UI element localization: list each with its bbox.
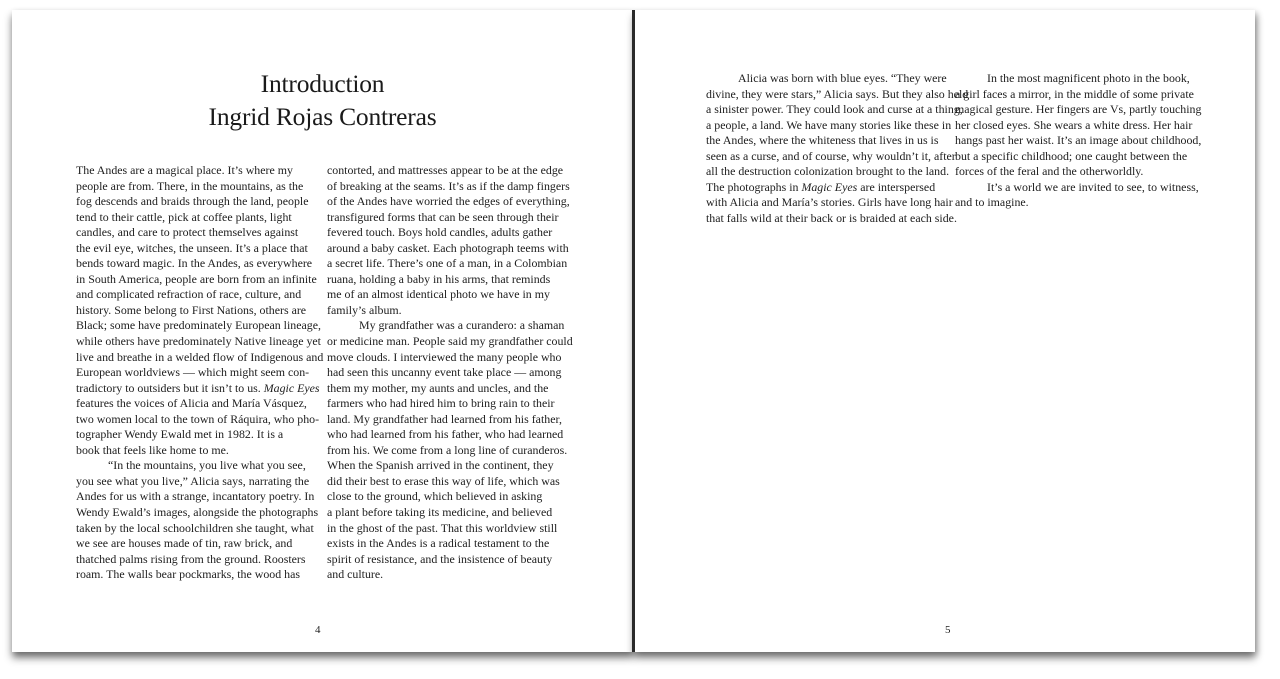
text-line-content: a plant before taking its medicine, and believed <box>327 505 553 520</box>
text-line-content: seen as a curse, and of course, why wouldn’t it, after <box>706 148 956 163</box>
italic-title: Magic Eyes <box>801 179 858 194</box>
text-line <box>327 225 567 241</box>
text-line <box>327 303 567 319</box>
text-line-content: who had learned from his father, who had learned <box>327 427 564 442</box>
text-line-content: roam. The walls bear pockmarks, the wood has <box>76 567 300 582</box>
text-line-content: a girl faces a mirror, in the middle of some private <box>955 86 1194 101</box>
text-line <box>706 195 953 211</box>
text-line <box>76 365 308 381</box>
text-line-content: all the destruction colonization brought to the land. <box>706 164 950 179</box>
text-line-content: did their best to erase this way of life, which was <box>327 473 560 488</box>
text-line-content: around a baby casket. Each photograph teems with <box>327 240 569 255</box>
text-line <box>327 396 567 412</box>
text-line-content: close to the ground, which believed in asking <box>327 489 543 504</box>
text-line <box>76 489 315 505</box>
text-line-content: while others have predominately Native lineage yet <box>76 334 321 349</box>
text-line <box>76 271 317 288</box>
text-line <box>955 195 1195 211</box>
text-line <box>76 396 308 412</box>
text-line <box>327 241 567 257</box>
text-line <box>327 381 567 397</box>
text-line-content: In the most magnificent photo in the book, <box>987 71 1190 85</box>
text-line <box>327 287 567 303</box>
text-line <box>327 210 567 226</box>
text-line <box>327 350 567 366</box>
page-number-left: 4 <box>315 624 321 636</box>
text-line <box>327 272 567 288</box>
text-line <box>76 443 308 459</box>
text-line-content: the Andes, where the whiteness that lives in us is <box>706 133 939 148</box>
text-line-content: and to imagine. <box>955 195 1029 210</box>
text-line <box>706 86 969 103</box>
text-line-content: spirit of resistance, and the insistence of beauty <box>327 551 553 566</box>
text-line <box>955 133 1202 149</box>
text-line-content: Andes for us with a strange, incantatory poetry. In <box>76 489 315 504</box>
text-line-content: tend to their cattle, pick at coffee plants, light <box>76 209 292 224</box>
text-line-content: that falls wild at their back or is braided at each side. <box>706 210 957 225</box>
text-line-content: you see what you live,” Alicia says, narrating the <box>76 473 310 488</box>
text-line <box>706 164 950 180</box>
text-line-content: or medicine man. People said my grandfather could <box>327 334 573 349</box>
text-line-content: “In the mountains, you live what you see, <box>108 458 306 473</box>
text-line-content: them my mother, my aunts and uncles, and the <box>327 380 549 395</box>
text-line <box>327 365 567 381</box>
chapter-title: Introduction <box>260 69 385 98</box>
text-line-content: European worldviews — which might seem con- <box>76 365 310 380</box>
text-line-content: fog descends and braids through the land, people <box>76 194 309 209</box>
left-page-column-2 <box>327 163 573 583</box>
text-line-content: forces of the feral and the otherworldly. <box>955 164 1144 179</box>
text-line <box>327 489 567 505</box>
text-line-content: her closed eyes. She wears a white dress. Her hair <box>955 117 1193 132</box>
text-line <box>76 474 308 490</box>
text-line <box>706 210 957 227</box>
text-line-content: thatched palms rising from the ground. Roosters <box>76 551 306 566</box>
text-line-content: hangs past her waist. It’s an image about childhood, <box>955 133 1202 148</box>
book-gutter <box>632 10 635 652</box>
text-line <box>327 443 567 459</box>
text-line-content: live and breathe in a welded flow of Indigenous and <box>76 349 324 364</box>
text-line-content: contorted, and mattresses appear to be at the edge <box>327 163 564 177</box>
text-line <box>327 178 570 195</box>
text-line-content: history. Some belong to First Nations, others are <box>76 302 307 317</box>
text-line-content: and complicated refraction of race, culture, and <box>76 287 302 302</box>
text-line <box>706 133 946 149</box>
text-line <box>706 180 946 196</box>
text-line <box>327 163 567 179</box>
text-line <box>76 349 324 366</box>
text-line-content: Alicia was born with blue eyes. “They were <box>738 71 947 85</box>
text-line-content: people are from. There, in the mountains, as the <box>76 178 304 193</box>
text-line <box>327 474 567 490</box>
text-line-content: and culture. <box>327 567 384 582</box>
text-line-content: but a specific childhood; one caught between the <box>955 148 1188 163</box>
text-line-content: exists in the Andes is a radical testament to the <box>327 536 550 551</box>
text-line-content: transfigured forms that can be seen through their <box>327 209 559 224</box>
text-line-content: move clouds. I interviewed the many people who <box>327 349 562 364</box>
text-line-content: fevered touch. Boys hold candles, adults gather <box>327 225 553 240</box>
text-line-content: of breaking at the seams. It’s as if the damp fingers <box>327 178 570 193</box>
text-line-content: divine, they were stars,” Alicia says. But they also held <box>706 86 969 101</box>
text-line <box>327 256 567 272</box>
text-line <box>327 567 567 583</box>
text-line <box>76 380 320 397</box>
text-line <box>327 427 567 443</box>
text-line <box>76 567 308 583</box>
text-line-tail: are interspersed <box>857 179 936 194</box>
text-line <box>76 210 308 226</box>
text-line-content: Black; some have predominately European lineage, <box>76 318 321 333</box>
text-line-content: farmers who had hired him to bring rain to their <box>327 396 555 411</box>
text-line-content: My grandfather was a curandero: a shaman <box>359 318 565 333</box>
text-line <box>327 505 567 521</box>
text-line <box>76 225 308 241</box>
text-line <box>76 458 308 474</box>
chapter-heading <box>12 67 633 133</box>
text-line <box>327 536 567 552</box>
right-page-column-1 <box>706 71 969 226</box>
text-line <box>327 318 567 334</box>
page-number-right: 5 <box>945 624 951 636</box>
text-line-content: in South America, people are born from an infinite <box>76 271 317 286</box>
text-line-content: tradictory to outsiders but it isn’t to us. <box>76 380 261 395</box>
text-line-content: candles, and care to protect themselves against <box>76 225 299 240</box>
text-line-content: ruana, holding a baby in his arms, that reminds <box>327 271 551 286</box>
text-line-content: of the Andes have worried the edges of everything, <box>327 194 570 209</box>
text-line <box>76 163 308 179</box>
text-line <box>706 71 946 87</box>
text-line <box>327 334 573 350</box>
text-line-content: The Andes are a magical place. It’s where my <box>76 163 293 177</box>
text-line <box>76 505 319 521</box>
text-line-content: When the Spanish arrived in the continent, they <box>327 458 554 473</box>
text-line <box>76 179 308 195</box>
text-line-content: had seen this uncanny event take place — among <box>327 365 562 380</box>
text-line <box>76 194 308 210</box>
text-line-content: in the ghost of the past. That this worldview still <box>327 520 558 535</box>
right-page-column-2 <box>955 71 1202 211</box>
text-line <box>76 536 308 552</box>
text-line <box>955 179 1199 196</box>
text-line <box>76 241 308 257</box>
text-line-content: a people, a land. We have many stories like these in <box>706 117 952 132</box>
text-line-content: two women local to the town of Ráquira, who pho- <box>76 411 320 426</box>
text-line-content: The photographs in <box>706 179 799 194</box>
text-line-content: taken by the local schoolchildren she taught, what <box>76 520 314 535</box>
text-line-content: bends toward magic. In the Andes, as everywhere <box>76 256 313 271</box>
text-line-content: Wendy Ewald’s images, alongside the photographs <box>76 505 319 520</box>
text-line-content: from his. We come from a long line of curanderos. <box>327 442 568 457</box>
text-line <box>706 102 963 118</box>
text-line <box>76 552 308 568</box>
text-line <box>76 303 308 319</box>
text-line-content: It’s a world we are invited to see, to witness, <box>987 179 1199 194</box>
text-line-content: with Alicia and María’s stories. Girls have long hair <box>706 195 953 210</box>
text-line <box>706 117 952 134</box>
text-line-content: family’s album. <box>327 302 402 317</box>
text-line <box>955 149 1195 165</box>
text-line <box>955 71 1195 87</box>
chapter-author: Ingrid Rojas Contreras <box>208 102 437 131</box>
text-line-content: magical gesture. Her fingers are Vs, partly touching <box>955 102 1202 117</box>
left-page <box>12 10 633 652</box>
text-line <box>327 194 570 210</box>
text-line <box>955 164 1195 180</box>
left-page-column-1 <box>76 163 324 583</box>
text-line <box>76 256 313 272</box>
text-line <box>327 458 567 474</box>
text-line-content: me of an almost identical photo we have in my <box>327 287 550 302</box>
text-line-content: we see are houses made of tin, raw brick, and <box>76 536 293 551</box>
right-page <box>634 10 1255 652</box>
text-line <box>955 118 1195 134</box>
text-line <box>955 102 1202 118</box>
text-line <box>955 87 1195 103</box>
text-line-content: a secret life. There’s one of a man, in a Colombian <box>327 256 568 271</box>
text-line <box>76 287 308 303</box>
text-line <box>76 520 314 537</box>
text-line <box>327 521 567 537</box>
text-line-content: features the voices of Alicia and María Vásquez, <box>76 396 307 411</box>
text-line <box>76 427 308 443</box>
text-line-content: tographer Wendy Ewald met in 1982. It is a <box>76 427 284 442</box>
italic-title: Magic Eyes <box>263 380 320 395</box>
text-line <box>327 412 567 428</box>
text-line-content: the evil eye, witches, the unseen. It’s a place that <box>76 240 308 255</box>
text-line <box>706 148 956 165</box>
text-line <box>76 334 321 350</box>
text-line-content: a sinister power. They could look and curse at a thing, <box>706 102 963 117</box>
text-line-content: book that feels like home to me. <box>76 442 229 457</box>
text-line <box>76 411 320 428</box>
text-line-content: land. My grandfather had learned from his father, <box>327 411 562 426</box>
text-line <box>327 552 567 568</box>
text-line <box>76 318 321 334</box>
